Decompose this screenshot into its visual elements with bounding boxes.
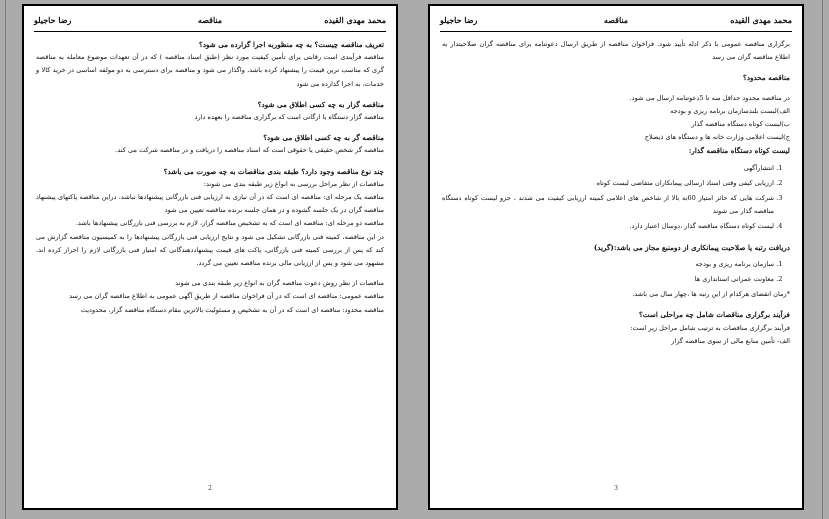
- paragraph: در این مناقصه، کمیته فنی بازرگانی تشکیل می شود و نتایج ارزیابی فنی بازرگانی پیشنهادها را به کمیسیون مناقصه گزارش می کند که پس از بررسی کمیته فنی بازرگانی، پاکت های قیمت پیشنهاددهندگانی که امتیاز فنی بازرگانی لازم را احراز کرده اند، مشهود می شود و پس از ارزیابی مالی برنده مناقصه تعیین می گردد.: [36, 232, 384, 268]
- section-heading: چند نوع مناقصه وجود دارد؟ طبقه بندی مناقصات به چه صورت می باشد؟: [163, 166, 384, 176]
- contractor-heading: دریافت رتبه یا صلاحیت پیمانکاری از دومنبع مجاز می باشد:(گرید): [593, 242, 790, 252]
- page-body: [442, 38, 790, 348]
- right-scroll-edge: [822, 0, 823, 519]
- paragraph: مناقصه محدود: مناقصه ای است که در آن به تشخیص و مسئولیت بالاترین مقام دستگاه مناقصه گزار، محدودیت: [80, 305, 384, 314]
- process-line: الف- تأمین منابع مالی از سوی مناقصه گزار: [671, 336, 790, 345]
- list-item: 1. انتشارآگهی: [442, 162, 774, 175]
- list-item: 3. شرکت هایی که حائز امتیاز 60به بالا از شاخص های اعلامی کمیته ارزیابی کیفیت می شدند ، جزو لیست کوتاه دستگاه مناقصه گذار می شوند: [442, 192, 774, 218]
- paragraph: مناقصه گزار دستگاه یا ارگانی است که برگزاری مناقصه را بعهده دارد: [194, 113, 384, 122]
- section-heading: مناقصه گر به چه کسی اطلاق می شود؟: [263, 133, 384, 143]
- limited-heading: مناقصه محدود؟: [743, 73, 790, 83]
- header-title: مناقصه: [197, 15, 223, 25]
- list-item: 2. ارزیابی کیفی وقتی اسناد ارسالی پیمانکاران متقاضی لیست کوتاه: [442, 177, 774, 190]
- limited-line: ج)لیست اعلامی وزارت خانه ها و دستگاه های ذیصلاح: [644, 133, 790, 142]
- paragraph: مناقصه یک مرحله ای: مناقصه ای است که در آن نیازی به ارزیابی فنی بازرگانی پیشنهادها نباشد، دراین مناقصه پاکتهای پیشنهاد مناقصه گران در یک جلسه گشوده و در همان جلسه برنده مناقصه تعیین می شود: [36, 193, 384, 215]
- header-name: رضا حاجیلو: [440, 15, 478, 25]
- shortlist-heading: لیست کوتاه دستگاه مناقصه گذار:: [688, 146, 790, 156]
- page-3: [428, 4, 804, 510]
- paragraph: مناقصه گر شخص حقیقی یا حقوقی است که اسناد مناقصه را دریافت و در مناقصه شرکت می کند.: [115, 146, 384, 155]
- paragraph: مناقصه دو مرحله ای: مناقصه ای است که به تشخیص مناقصه گزار، لازم به بررسی فنی بازرگانی پیشنهادها باشد.: [75, 219, 384, 228]
- header-rule: [440, 31, 792, 32]
- list-item: 2. معاونت عمرانی استانداری ها: [442, 273, 774, 286]
- contractor-list: [442, 258, 790, 286]
- list-item: 4. لیست کوتاه دستگاه مناقصه گذار ،دوسال اعتبار دارد.: [442, 220, 774, 233]
- header-title: مناقصه: [603, 15, 629, 25]
- limited-line: در مناقصه محدود حداقل سه تا 5دعوتنامه ارسال می شود.: [629, 93, 790, 102]
- limited-line: ب)لیست کوتاه دستگاه مناقصه گذار: [691, 120, 790, 129]
- page-header: [34, 15, 386, 29]
- intro-paragraph: برگزاری مناقصه عمومی با ذکر ادله تأیید شود. فراخوان مناقصه از طریق ارسال دعوتنامه برای مناقصه گران صلاحیتدار به اطلاع مناقصه گران می رسد: [442, 40, 790, 62]
- page-number: 3: [614, 485, 618, 492]
- section-heading: تعریف مناقصه چیست؟ به چه منظوربه اجرا گزارده می شود؟: [199, 40, 384, 49]
- validity-note: *زمان انقضای هرکدام از این رتبه ها ،چهار سال می باشد.: [632, 290, 790, 299]
- page-body: [36, 38, 384, 317]
- page-2: [22, 4, 398, 510]
- process-line: فرآیند برگزاری مناقصات به ترتیب شامل مراحل زیر است:: [630, 323, 790, 332]
- header-author: محمد مهدی القیده: [730, 15, 792, 25]
- paragraph: مناقصه عمومی: مناقصه ای است که در آن فراخوان مناقصه از طریق آگهی عمومی به اطلاع مناقصه گران می رسد: [69, 292, 384, 301]
- limited-line: الف)لیست بلندسازمان برنامه ریزی و بودجه: [670, 106, 790, 115]
- process-heading: فرآیند برگزاری مناقصات شامل چه مراحلی است؟: [639, 310, 790, 320]
- page-header: [440, 15, 792, 29]
- shortlist-list: [442, 162, 790, 234]
- header-rule: [34, 31, 386, 32]
- paragraph: مناقصات از نظر مراحل بررسی به انواع زیر طبقه بندی می شوند:: [203, 179, 384, 188]
- header-name: رضا حاجیلو: [34, 15, 72, 25]
- page-number: 2: [208, 485, 212, 492]
- list-item: 1. سازمان برنامه ریزی و بودجه: [442, 258, 774, 271]
- header-author: محمد مهدی القیده: [324, 15, 386, 25]
- paragraph: مناقصه فرآیندی است رقابتی برای تأمین کیفیت مورد نظر (طبق اسناد مناقصه ) که در آن تعهدات موضوع معامله به مناقصه گری که مناسب ترین قیمت را پیشنهاد کرده باشد، واگذار می شود و مناقصه برای دسترسی به دو مولفه اساسی در خرید کالا و خدمات، به اجرا گذارده می شود: [36, 53, 384, 88]
- left-scroll-edge: [5, 0, 6, 519]
- section-heading: مناقصه گزار به چه کسی اطلاق می شود؟: [257, 99, 384, 109]
- paragraph: مناقصات از نظر روش دعوت مناقصه گران به انواع زیر طبقه بندی می شوند: [175, 279, 384, 288]
